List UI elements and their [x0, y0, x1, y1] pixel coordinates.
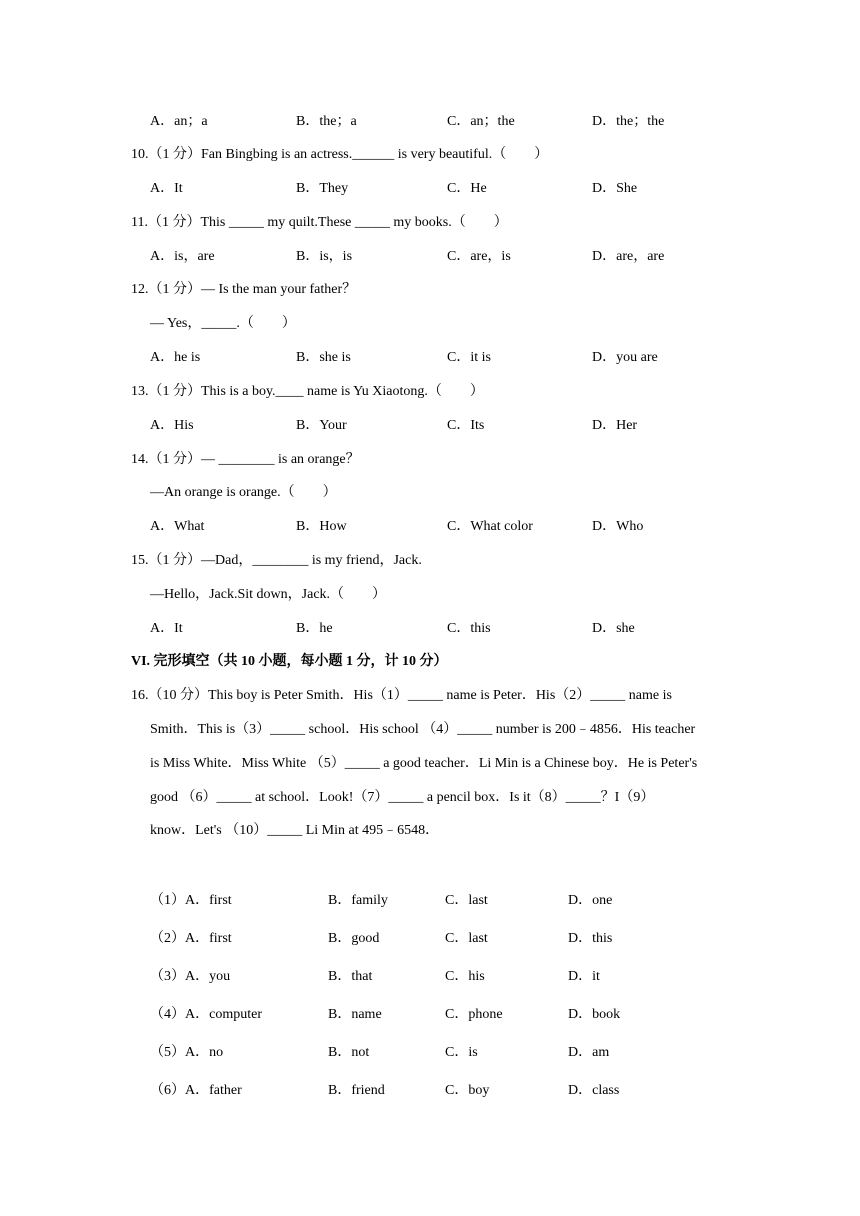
question-13-stem: 13.（1 分）This is a boy.____ name is Yu Xiaotong.（ ）	[131, 384, 484, 399]
option-c: C．an；the	[447, 114, 515, 129]
cloze-option-b: B．friend	[328, 1083, 385, 1098]
cloze-option-c: C．his	[445, 969, 485, 984]
question-11-stem: 11.（1 分）This _____ my quilt.These _____ my books.（ ）	[131, 215, 508, 230]
option-d: D．you are	[592, 350, 658, 365]
option-b: B．How	[296, 519, 347, 534]
passage-line: Smith．This is（3）_____ school．His school （4）_____ number is 200﹣4856．His teacher	[150, 722, 696, 737]
option-a: A．is，are	[150, 249, 215, 264]
option-d: D．She	[592, 181, 638, 196]
cloze-option-b: B．name	[328, 1007, 382, 1022]
option-d: D．she	[592, 621, 635, 636]
cloze-option-b: B．family	[328, 893, 388, 908]
option-b: B．They	[296, 181, 349, 196]
option-c: C．He	[447, 181, 487, 196]
option-c: C．Its	[447, 418, 485, 433]
cloze-option-d: D．it	[568, 969, 600, 984]
section-heading: VI. 完形填空（共 10 小题，每小题 1 分，计 10 分）	[131, 654, 448, 669]
cloze-option-a: （5）A．no	[150, 1045, 224, 1060]
cloze-option-c: C．boy	[445, 1083, 490, 1098]
option-d: D．Who	[592, 519, 644, 534]
option-a: A．What	[150, 519, 205, 534]
passage-line: good （6）_____ at school．Look!（7）_____ a pencil box．Is it（8）_____？I（9）	[150, 790, 655, 805]
cloze-option-b: B．not	[328, 1045, 370, 1060]
option-b: B．is，is	[296, 249, 353, 264]
cloze-option-d: D．book	[568, 1007, 621, 1022]
cloze-option-a: （2）A．first	[150, 931, 232, 946]
option-a: A．It	[150, 181, 183, 196]
question-10-stem: 10.（1 分）Fan Bingbing is an actress.______ is very beautiful.（ ）	[131, 147, 549, 162]
option-b: B．the；a	[296, 114, 357, 129]
cloze-option-c: C．phone	[445, 1007, 503, 1022]
cloze-option-d: D．one	[568, 893, 613, 908]
option-c: C．it is	[447, 350, 491, 365]
passage-line: 16.（10 分）This boy is Peter Smith．His（1）_____ name is Peter．His（2）_____ name is	[131, 688, 672, 703]
question-14-response: —An orange is orange.（ ）	[150, 485, 337, 500]
option-c: C．this	[447, 621, 491, 636]
question-14-stem: 14.（1 分）— ________ is an orange？	[131, 452, 360, 467]
cloze-option-b: B．that	[328, 969, 373, 984]
question-12-stem: 12.（1 分）— Is the man your father？	[131, 282, 357, 297]
question-12-response: — Yes，_____.（ ）	[150, 316, 296, 331]
cloze-option-a: （6）A．father	[150, 1083, 242, 1098]
cloze-option-c: C．is	[445, 1045, 478, 1060]
question-15-stem: 15.（1 分）—Dad，________ is my friend，Jack.	[131, 553, 422, 568]
cloze-option-a: （3）A．you	[150, 969, 231, 984]
option-d: D．the；the	[592, 114, 665, 129]
option-d: D．Her	[592, 418, 638, 433]
option-b: B．Your	[296, 418, 347, 433]
cloze-option-c: C．last	[445, 893, 488, 908]
passage-line: is Miss White．Miss White （5）_____ a good teacher．Li Min is a Chinese boy．He is Peter's	[150, 756, 698, 771]
cloze-option-a: （4）A．computer	[150, 1007, 262, 1022]
cloze-option-a: （1）A．first	[150, 893, 232, 908]
cloze-option-d: D．class	[568, 1083, 620, 1098]
option-b: B．she is	[296, 350, 351, 365]
option-d: D．are，are	[592, 249, 665, 264]
option-c: C．What color	[447, 519, 533, 534]
option-a: A．It	[150, 621, 183, 636]
cloze-option-c: C．last	[445, 931, 488, 946]
cloze-option-d: D．am	[568, 1045, 610, 1060]
question-15-response: —Hello，Jack.Sit down，Jack.（ ）	[150, 587, 387, 602]
cloze-option-d: D．this	[568, 931, 613, 946]
option-b: B．he	[296, 621, 333, 636]
passage-line: know．Let's （10）_____ Li Min at 495﹣6548．	[150, 823, 440, 838]
option-a: A．an；a	[150, 114, 208, 129]
option-c: C．are，is	[447, 249, 511, 264]
cloze-option-b: B．good	[328, 931, 380, 946]
option-a: A．His	[150, 418, 194, 433]
option-a: A．he is	[150, 350, 201, 365]
